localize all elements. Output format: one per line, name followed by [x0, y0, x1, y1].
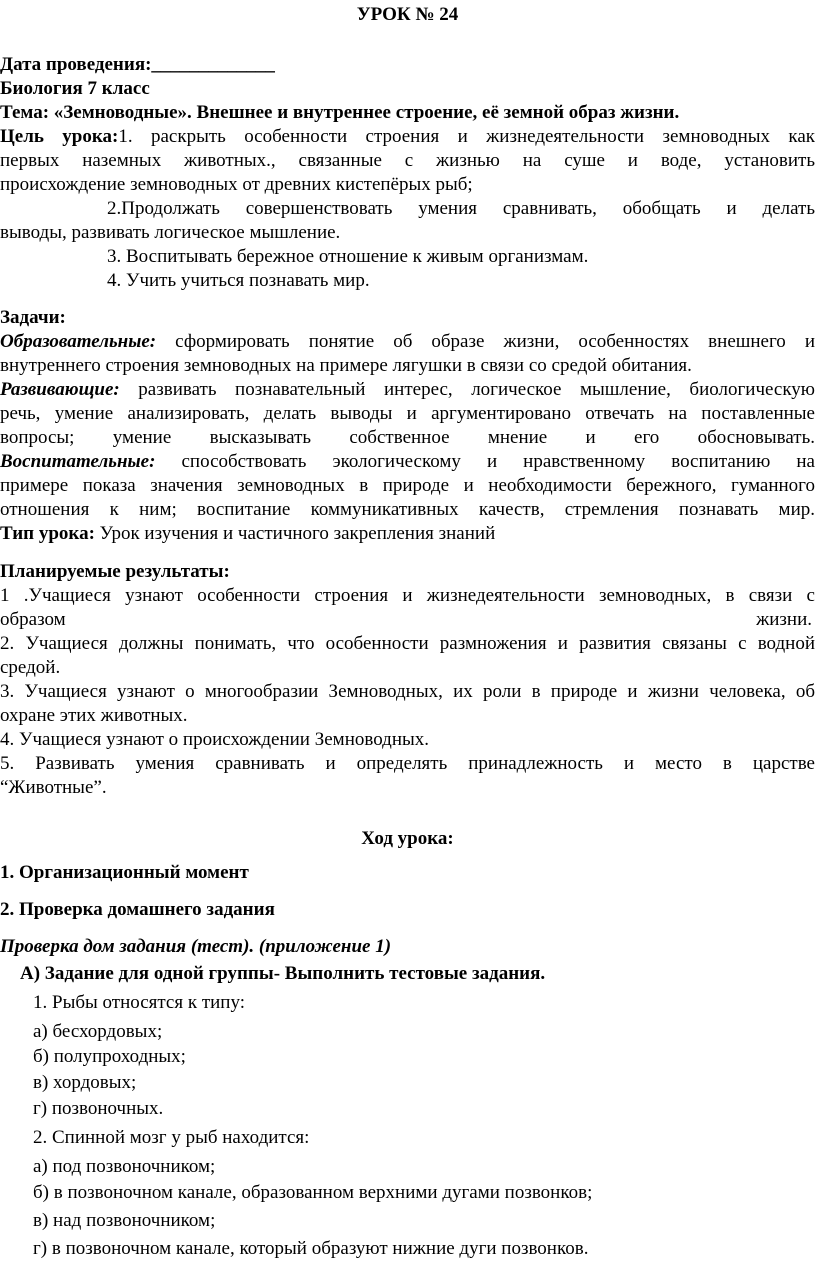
- result-1-line-1: 1 .Учащиеся узнают особенности строения и жизнедеятельности земноводных, в связи с: [0, 585, 815, 606]
- question-2-option: б) в позвоночном канале, образованном верхними дугами позвонков;: [33, 1182, 593, 1203]
- educational-line-2: внутреннего строения земноводных на примере лягушки в связи со средой обитания.: [0, 355, 692, 376]
- result-5-line-1: 5. Развивать умения сравнивать и определять принадлежность и место в царстве: [0, 753, 815, 774]
- result-3-line-2: охране этих животных.: [0, 705, 188, 726]
- date-line: Дата проведения:_____________: [0, 54, 275, 75]
- result-4: 4. Учащиеся узнают о происхождении Земноводных.: [0, 729, 430, 750]
- course-step-1: 1. Организационный момент: [0, 862, 249, 883]
- goal-item3: 3. Воспитывать бережное отношение к живым организмам.: [107, 246, 589, 267]
- group-a-task: А) Задание для одной группы- Выполнить тестовые задания.: [20, 963, 546, 984]
- course-step-2: 2. Проверка домашнего задания: [0, 899, 275, 920]
- educational-label: Образовательные:: [0, 331, 157, 352]
- question-1-option: в) хордовых;: [33, 1072, 137, 1093]
- course-heading: Ход урока:: [361, 828, 454, 849]
- question-2: 2. Спинной мозг у рыб находится:: [33, 1127, 310, 1148]
- question-2-option: г) в позвоночном канале, который образуют нижние дуги позвонков.: [33, 1238, 589, 1259]
- goal-item2-line-1: 2.Продолжать совершенствовать умения сравнивать, обобщать и делать: [107, 198, 815, 219]
- goal-line-2: первых наземных животных., связанные с жизнью на суше и воде, установить: [0, 150, 815, 171]
- developing-line-2: речь, умение анализировать, делать выводы и аргументировано отвечать на поставленные: [0, 403, 815, 424]
- question-2-option: а) под позвоночником;: [33, 1156, 216, 1177]
- developing-line-1: Развивающие: развивать познавательный интерес, логическое мышление, биологическую: [0, 379, 815, 400]
- goal-item2-line-2: выводы, развивать логическое мышление.: [0, 222, 341, 243]
- question-1-option: г) позвоночных.: [33, 1098, 164, 1119]
- topic-line: Тема: «Земноводные». Внешнее и внутреннее строение, её земной образ жизни.: [0, 102, 680, 123]
- result-1-line-2: образом жизни.: [0, 609, 812, 630]
- goal-item4: 4. Учить учиться познавать мир.: [107, 270, 370, 291]
- educational-line-1: Образовательные: сформировать понятие об образе жизни, особенностях внешнего и: [0, 331, 815, 352]
- tasks-heading: Задачи:: [0, 307, 66, 328]
- question-2-option: в) над позвоночником;: [33, 1210, 216, 1231]
- goal-label: Цель урока:: [0, 126, 119, 147]
- homework-check-line: Проверка дом задания (тест). (приложение 1): [0, 936, 392, 957]
- question-1: 1. Рыбы относятся к типу:: [33, 992, 245, 1013]
- question-1-option: б) полупроходных;: [33, 1046, 186, 1067]
- lesson-type-label: Тип урока:: [0, 523, 95, 544]
- result-2-line-2: средой.: [0, 657, 61, 678]
- result-5-line-2: “Животные”.: [0, 777, 107, 798]
- developing-label: Развивающие:: [0, 379, 120, 400]
- lesson-title: УРОК № 24: [356, 4, 459, 25]
- upbringing-line-2: примере показа значения земноводных в природе и необходимости бережного, гуманного: [0, 475, 815, 496]
- result-3-line-1: 3. Учащиеся узнают о многообразии Земноводных, их роли в природе и жизни человека, об: [0, 681, 815, 702]
- results-heading: Планируемые результаты:: [0, 561, 230, 582]
- upbringing-line-1: Воспитательные: способствовать экологическому и нравственному воспитанию на: [0, 451, 815, 472]
- upbringing-label: Воспитательные:: [0, 451, 156, 472]
- upbringing-line-3: отношения к ним; воспитание коммуникативных качеств, стремления познавать мир.: [0, 499, 815, 520]
- goal-line-1: Цель урока:1. раскрыть особенности строения и жизнедеятельности земноводных как: [0, 126, 815, 147]
- goal-line-3: происхождение земноводных от древних кистепёрых рыб;: [0, 174, 473, 195]
- lesson-type-line: Тип урока: Урок изучения и частичного закрепления знаний: [0, 523, 496, 544]
- subject-line: Биология 7 класс: [0, 78, 150, 99]
- result-2-line-1: 2. Учащиеся должны понимать, что особенности размножения и развития связаны с водной: [0, 633, 815, 654]
- developing-line-3: вопросы; умение высказывать собственное мнение и его обосновывать.: [0, 427, 815, 448]
- question-1-option: а) бесхордовых;: [33, 1021, 163, 1042]
